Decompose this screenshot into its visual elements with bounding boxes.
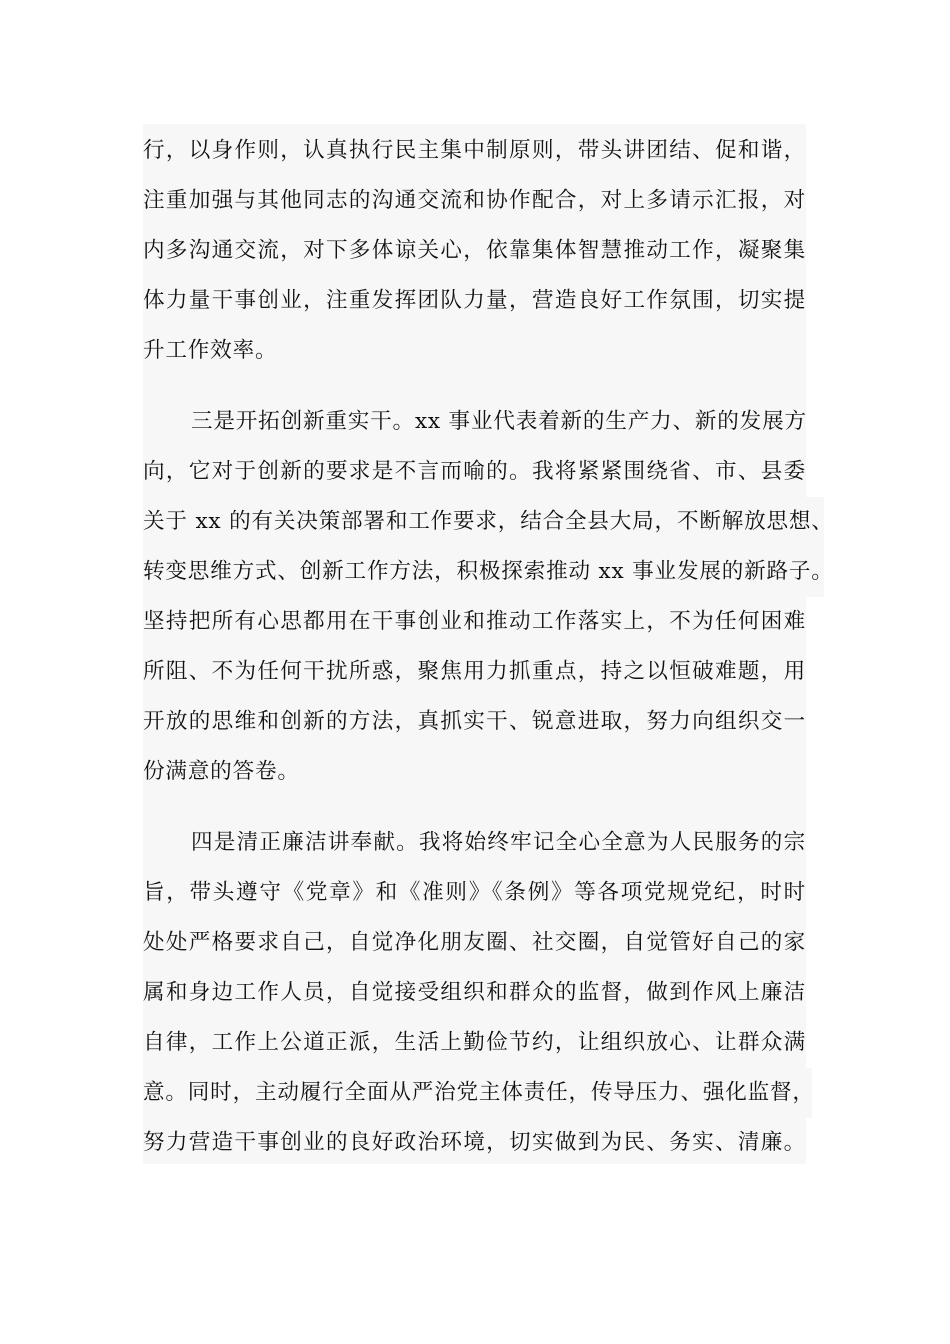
paragraph-line: 意。同时，主动履行全面从严治党主体责任，传导压力、强化监督， <box>143 1068 812 1118</box>
paragraph-line: 开放的思维和创新的方法，真抓实干、锐意进取，努力向组织交一 <box>143 709 806 734</box>
paragraph-line: 所阻、不为任何干扰所惑，聚焦用力抓重点，持之以恒破难题，用 <box>143 659 806 684</box>
paragraph-line: 转变思维方式、创新工作方法，积极探索推动 xx 事业发展的新路子。 <box>143 547 824 597</box>
paragraph-line: 体力量干事创业，注重发挥团队力量，营造良好工作氛围，切实提 <box>143 288 806 313</box>
paragraph-line: 关于 xx 的有关决策部署和工作要求，结合全县大局，不断解放思想、 <box>143 497 824 547</box>
document-body <box>143 124 834 1164</box>
paragraph-line: 努力营造干事创业的良好政治环境，切实做到为民、务实、清廉。 <box>143 1130 806 1155</box>
paragraph-line: 旨，带头遵守《党章》和《准则》《条例》等各项党规党纪，时时 <box>143 880 806 905</box>
paragraph-line: 注重加强与其他同志的沟通交流和协作配合，对上多请示汇报，对 <box>143 188 806 213</box>
paragraph-line: 处处严格要求自己，自觉净化朋友圈、社交圈，自觉管好自己的家 <box>143 930 806 955</box>
paragraph-line: 属和身边工作人员，自觉接受组织和群众的监督，做到作风上廉洁 <box>143 980 806 1005</box>
paragraph-line: 坚持把所有心思都用在干事创业和推动工作落实上，不为任何困难 <box>143 609 806 634</box>
paragraph-line: 自律，工作上公道正派，生活上勤俭节约，让组织放心、让群众满 <box>143 1030 806 1055</box>
paragraph-first-line: 四是清正廉洁讲奉献。我将始终牢记全心全意为人民服务的宗 <box>191 830 806 855</box>
paragraph-line: 行，以身作则，认真执行民主集中制原则，带头讲团结、促和谐， <box>143 138 806 163</box>
paragraph-line: 向，它对于创新的要求是不言而喻的。我将紧紧围绕省、市、县委 <box>143 459 806 484</box>
paragraph-line: 内多沟通交流，对下多体谅关心，依靠集体智慧推动工作，凝聚集 <box>143 238 806 263</box>
paragraph-first-line: 三是开拓创新重实干。xx 事业代表着新的生产力、新的发展方 <box>191 409 807 434</box>
paragraph-line: 份满意的答卷。 <box>143 759 300 784</box>
paragraph-line: 升工作效率。 <box>143 338 278 363</box>
